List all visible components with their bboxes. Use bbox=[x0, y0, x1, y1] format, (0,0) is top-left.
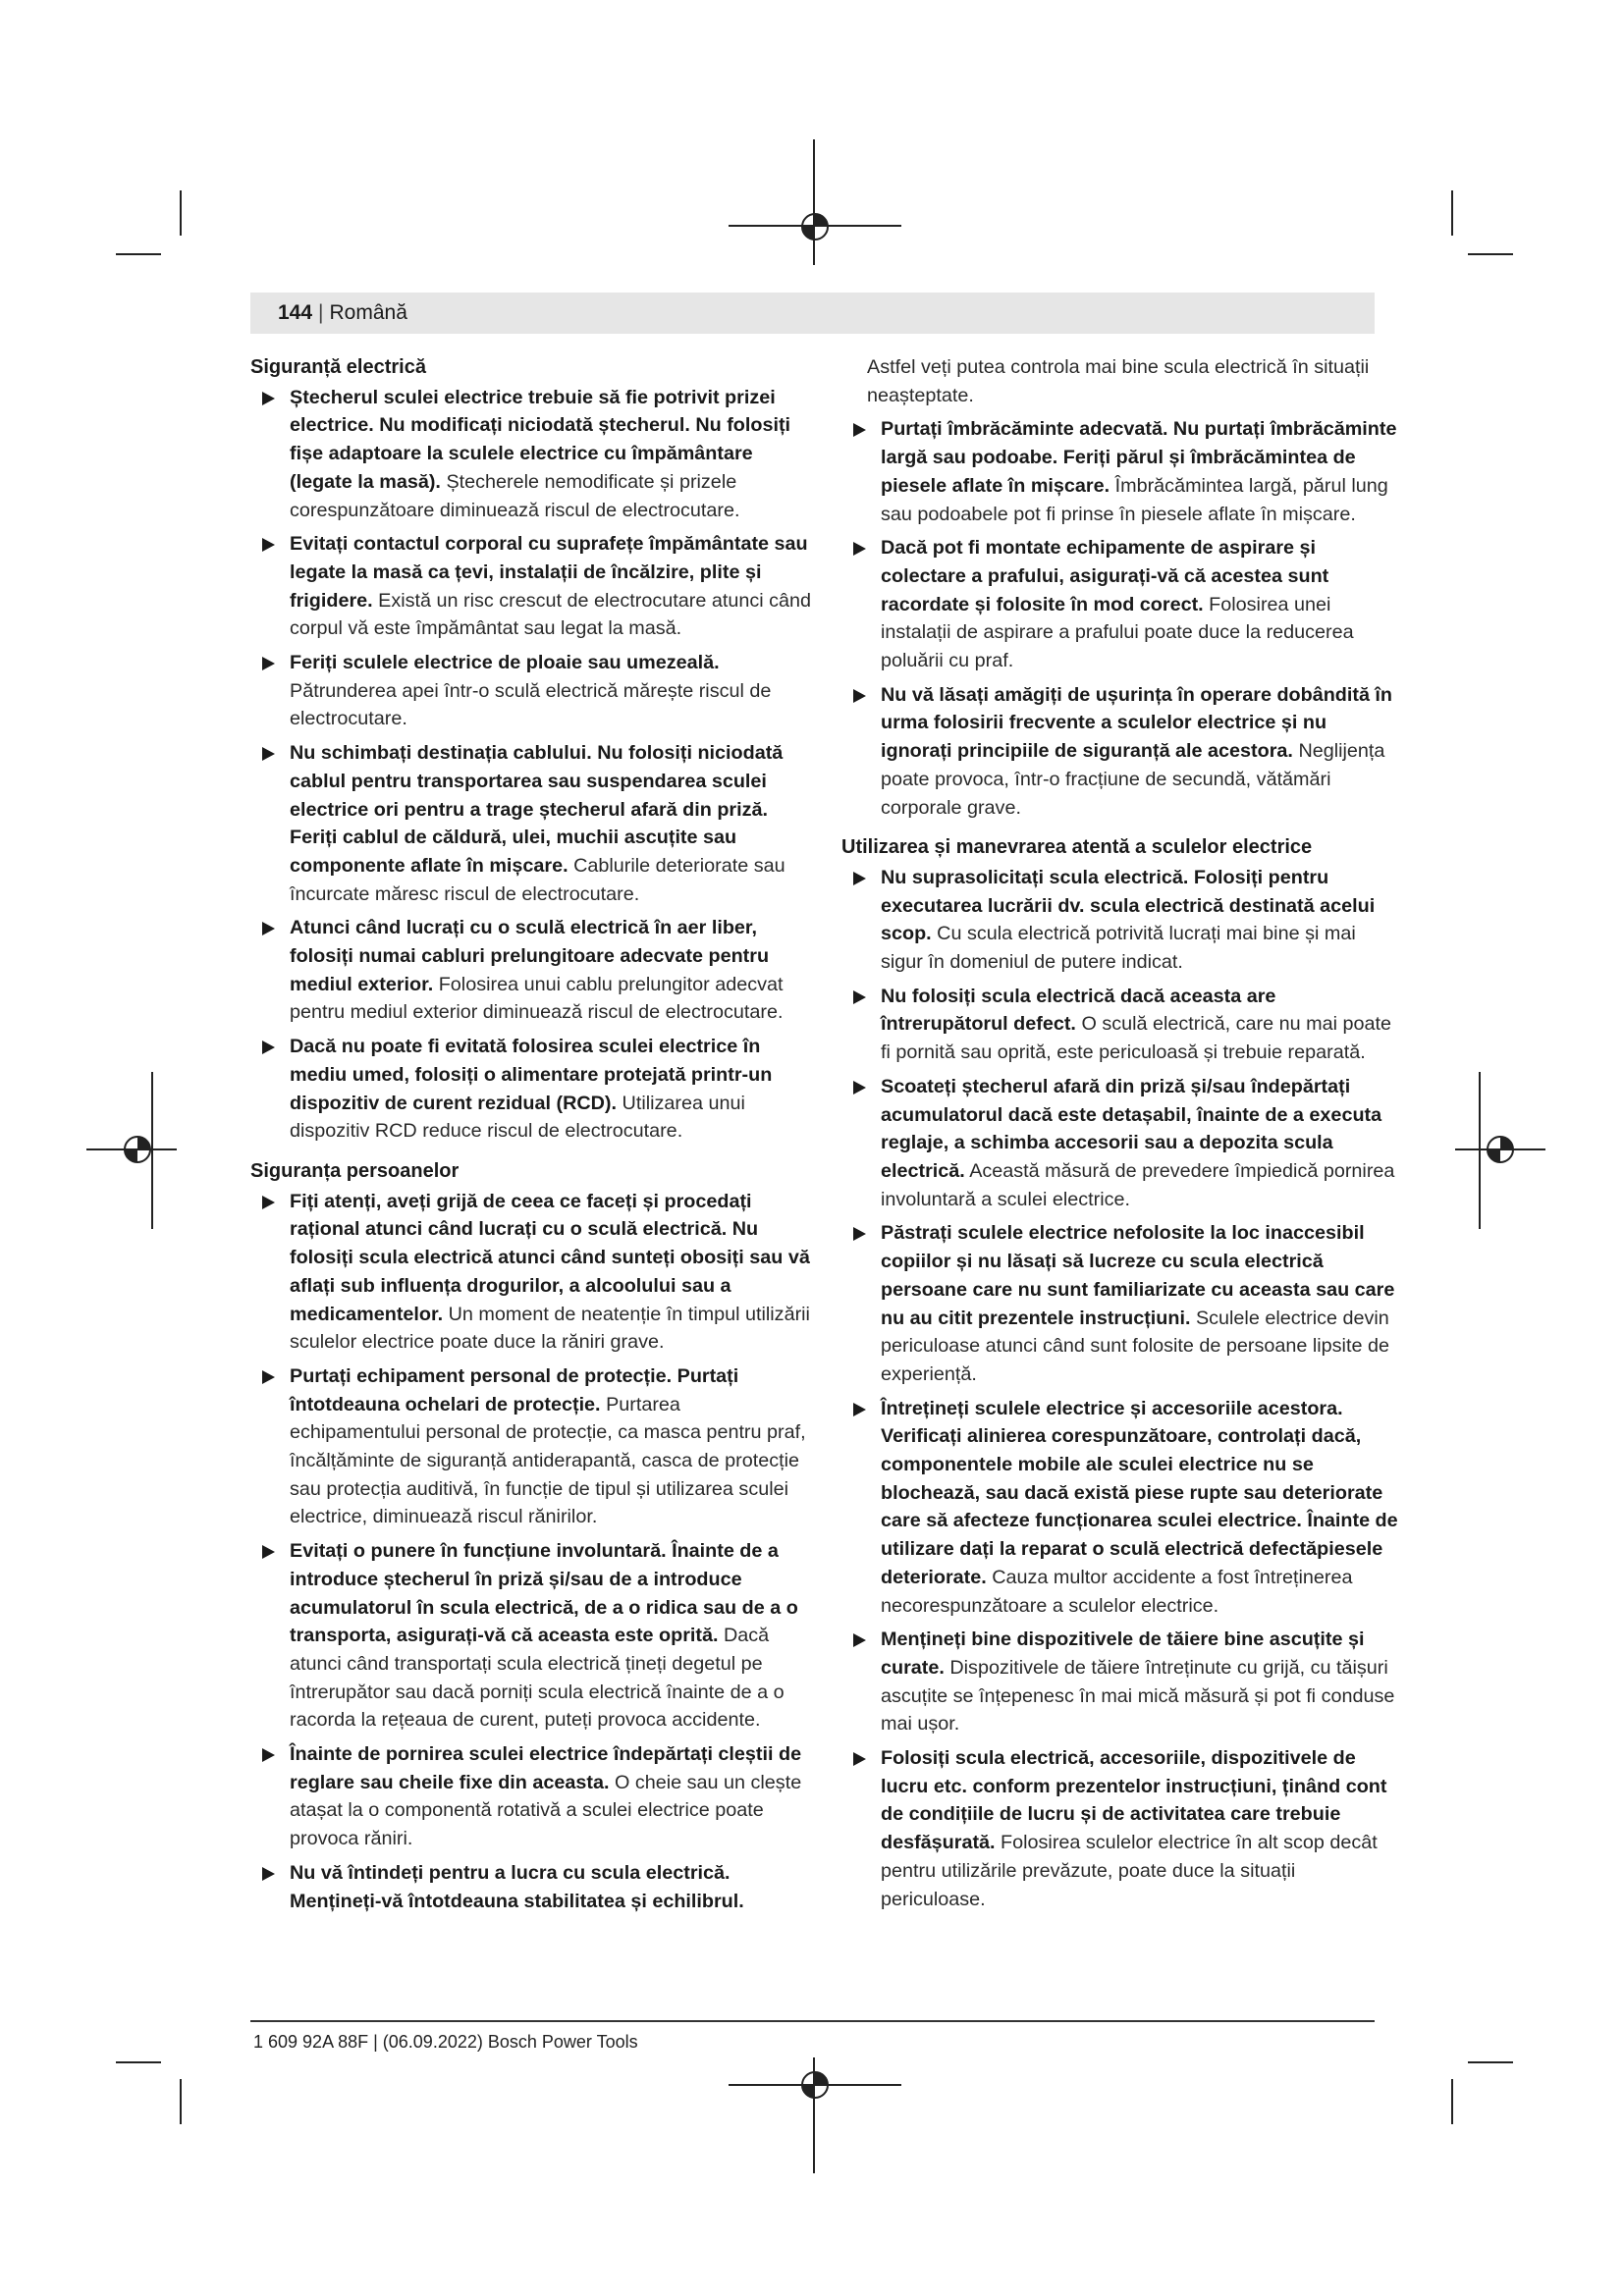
safety-item: Fiți atenți, aveți grijă de ceea ce faceți și procedați rațional atunci când lucrați cu o sculă electrică. Nu folosiți scula electrică atunci când sunteți obosiți sau vă aflați sub influența drogurilor, a alcoolului sau a medicamentelor. Un moment de neatenție în timpul utilizării sculelor electrice poate duce la răniri grave. bbox=[250, 1188, 812, 1357]
safety-item: Păstrați sculele electrice nefolosite la loc inaccesibil copiilor și nu lăsați să lucreze cu scula electrică persoane care nu sunt familiarizate cu aceasta sau care nu au citit prezentele instrucțiuni. Sculele electrice devin periculoase atunci când sunt folosite de persoane lipsite de experiență. bbox=[841, 1219, 1403, 1388]
safety-item: Nu vă lăsați amăgiți de ușurința în operare dobândită în urma folosirii frecvente a sculelor electrice și nu ignorați principiile de siguranță ale acestora. Neglijența poate provoca, într-o fracțiune de secundă, vătămări corporale grave. bbox=[841, 681, 1403, 823]
bullet-triangle-icon bbox=[853, 990, 866, 1004]
crop-mark bbox=[1451, 190, 1453, 236]
footer-divider bbox=[250, 2020, 1375, 2022]
section-heading: Siguranță electrică bbox=[250, 356, 426, 378]
safety-item: Nu folosiți scula electrică dacă aceasta are întrerupătorul defect. O sculă electrică, care nu mai poate fi pornită sau oprită, este periculoasă și trebuie reparată. bbox=[841, 983, 1403, 1067]
bullet-triangle-icon bbox=[262, 1041, 275, 1054]
bullet-triangle-icon bbox=[853, 1081, 866, 1095]
bullet-triangle-icon bbox=[262, 1196, 275, 1209]
crop-mark bbox=[1451, 2079, 1453, 2124]
safety-item: Întrețineți sculele electrice și accesoriile acestora. Verificați alinierea corespunzătoare, controlați dacă, componentele mobile ale sculei electrice nu se blochează, sau dacă există piese rupte sau deteriorate care să afecteze funcționarea sculei electrice. Înainte de utilizare dați la reparat o sculă electrică defectăpiesele deteriorate. Cauza multor accidente a fost întreținerea necorespunzătoare a sculelor electrice. bbox=[841, 1395, 1403, 1621]
bullet-triangle-icon bbox=[262, 1867, 275, 1881]
section-heading: Siguranța persoanelor bbox=[250, 1159, 460, 1182]
safety-item: Dacă pot fi montate echipamente de aspirare și colectare a prafului, asigurați-vă că acestea sunt racordate și folosite în mod corect. Folosirea unei instalații de aspirare a prafului poate duce la reducerea poluării cu praf. bbox=[841, 534, 1403, 675]
header-separator: | bbox=[318, 301, 324, 324]
safety-item: Scoateți ștecherul afară din priză și/sau îndepărtați acumulatorul dacă este detașabil, înainte de a executa reglaje, a schimba accesorii sau a depozita scula electrică. Această măsură de prevedere împiedică pornirea involuntară a sculei electrice. bbox=[841, 1073, 1403, 1214]
safety-item: Nu schimbați destinația cablului. Nu folosiți niciodată cablul pentru transportarea sau suspendarea sculei electrice ori pentru a trage ștecherul afară din priză. Feriți cablul de căldură, ulei, muchii ascuțite sau componente aflate în mișcare. Cablurile deteriorate sau încurcate măresc riscul de electrocutare. bbox=[250, 739, 812, 908]
section-heading: Utilizarea și manevrarea atentă a sculelor electrice bbox=[841, 836, 1313, 859]
bullet-triangle-icon bbox=[853, 542, 866, 556]
safety-item: Atunci când lucrați cu o sculă electrică în aer liber, folosiți numai cabluri prelungitoare adecvate pentru mediul exterior. Folosirea unui cablu prelungitor adecvat pentru mediul exterior diminuează riscul de electrocutare. bbox=[250, 914, 812, 1027]
footer-text: 1 609 92A 88F | (06.09.2022) Bosch Power Tools bbox=[253, 2032, 638, 2052]
safety-item: Dacă nu poate fi evitată folosirea sculei electrice în mediu umed, folosiți o alimentare protejată printr-un dispozitiv de curent rezidual (RCD). Utilizarea unui dispozitiv RCD reduce riscul de electrocutare. bbox=[250, 1033, 812, 1146]
bullet-triangle-icon bbox=[262, 657, 275, 670]
bullet-triangle-icon bbox=[853, 423, 866, 437]
safety-item: Evitați contactul corporal cu suprafețe împământate sau legate la masă ca țevi, instalații de încălzire, plite și frigidere. Există un risc crescut de electrocutare atunci când corpul vă este împământat sau legat la masă. bbox=[250, 530, 812, 643]
registration-target-icon bbox=[118, 1130, 157, 1169]
crop-mark bbox=[116, 2061, 161, 2063]
registration-target-icon bbox=[795, 207, 835, 246]
crop-mark bbox=[1468, 2061, 1513, 2063]
page-number: 144 bbox=[278, 301, 313, 324]
safety-item: Purtați echipament personal de protecție. Purtați întotdeauna ochelari de protecție. Purtarea echipamentului personal de protecție, ca masca pentru praf, încălțăminte de siguranță antiderapantă, casca de protecție sau protecția auditivă, în funcție de tipul și utilizarea sculei electrice, diminuează riscul rănirilor. bbox=[250, 1362, 812, 1531]
safety-item: Feriți sculele electrice de ploaie sau umezeală. Pătrunderea apei într-o sculă electrică mărește riscul de electrocutare. bbox=[250, 649, 812, 733]
safety-item: Nu vă întindeți pentru a lucra cu scula electrică. Mențineți-vă întotdeauna stabilitatea și echilibrul. bbox=[250, 1859, 812, 1915]
crop-mark bbox=[1468, 253, 1513, 255]
crop-mark bbox=[180, 2079, 182, 2124]
bullet-triangle-icon bbox=[262, 1370, 275, 1384]
safety-item: Folosiți scula electrică, accesoriile, dispozitivele de lucru etc. conform prezentelor instrucțiuni, ținând cont de condițiile de lucru și de activitatea care trebuie desfășurată. Folosirea sculelor electrice în alt scop decât pentru utilizările prevăzute, poate duce la situații periculoase. bbox=[841, 1744, 1403, 1913]
header-language: Română bbox=[329, 301, 407, 324]
bullet-triangle-icon bbox=[262, 392, 275, 405]
safety-item: Nu suprasolicitați scula electrică. Folosiți pentru executarea lucrării dv. scula electrică destinată acelui scop. Cu scula electrică potrivită lucrați mai bine și mai sigur în domeniul de putere indicat. bbox=[841, 864, 1403, 977]
safety-item: Înainte de pornirea sculei electrice îndepărtați cleștii de reglare sau cheile fixe din aceasta. O cheie sau un clește atașat la o componentă rotativă a sculei electrice poate provoca răniri. bbox=[250, 1740, 812, 1853]
safety-item: Evitați o punere în funcțiune involuntară. Înainte de a introduce ștecherul în priză și/sau de a introduce acumulatorul în scula electrică, de a o ridica sau de a o transporta, asigurați-vă că aceasta este oprită. Dacă atunci când transportați scula electrică țineți degetul pe întrerupător sau dacă porniți scula electrică înainte de a o racorda la rețeaua de curent, puteți provoca accidente. bbox=[250, 1537, 812, 1735]
left-column bbox=[250, 353, 812, 1921]
bullet-triangle-icon bbox=[262, 1748, 275, 1762]
bullet-triangle-icon bbox=[853, 1752, 866, 1766]
page-header bbox=[250, 293, 1375, 334]
safety-item: Purtați îmbrăcăminte adecvată. Nu purtați îmbrăcăminte largă sau podoabe. Feriți părul și îmbrăcămintea de piesele aflate în mișcare. Îmbrăcămintea largă, părul lung sau podoabele pot fi prinse în piesele aflate în mișcare. bbox=[841, 415, 1403, 528]
safety-item: Ștecherul sculei electrice trebuie să fie potrivit prizei electrice. Nu modificați niciodată ștecherul. Nu folosiți fișe adaptoare la sculele electrice cu împământare (legate la masă). Ștecherele nemodificate și prizele corespunzătoare diminuează riscul de electrocutare. bbox=[250, 384, 812, 525]
bullet-triangle-icon bbox=[262, 538, 275, 552]
bullet-triangle-icon bbox=[853, 1633, 866, 1647]
bullet-triangle-icon bbox=[853, 872, 866, 885]
registration-target-icon bbox=[795, 2065, 835, 2105]
crop-mark bbox=[116, 253, 161, 255]
crop-mark bbox=[180, 190, 182, 236]
continued-text: Astfel veți putea controla mai bine scula electrică în situații neașteptate. bbox=[867, 356, 1370, 406]
safety-item: Mențineți bine dispozitivele de tăiere bine ascuțite și curate. Dispozitivele de tăiere întreținute cu grijă, cu tăișuri ascuțite se înțepenesc în mai mică măsură și pot fi conduse mai ușor. bbox=[841, 1626, 1403, 1738]
registration-target-icon bbox=[1481, 1130, 1520, 1169]
right-column bbox=[841, 353, 1403, 1919]
bullet-triangle-icon bbox=[853, 1227, 866, 1241]
bullet-triangle-icon bbox=[262, 1545, 275, 1559]
bullet-triangle-icon bbox=[853, 1403, 866, 1416]
bullet-triangle-icon bbox=[262, 747, 275, 761]
bullet-triangle-icon bbox=[853, 689, 866, 703]
bullet-triangle-icon bbox=[262, 922, 275, 935]
